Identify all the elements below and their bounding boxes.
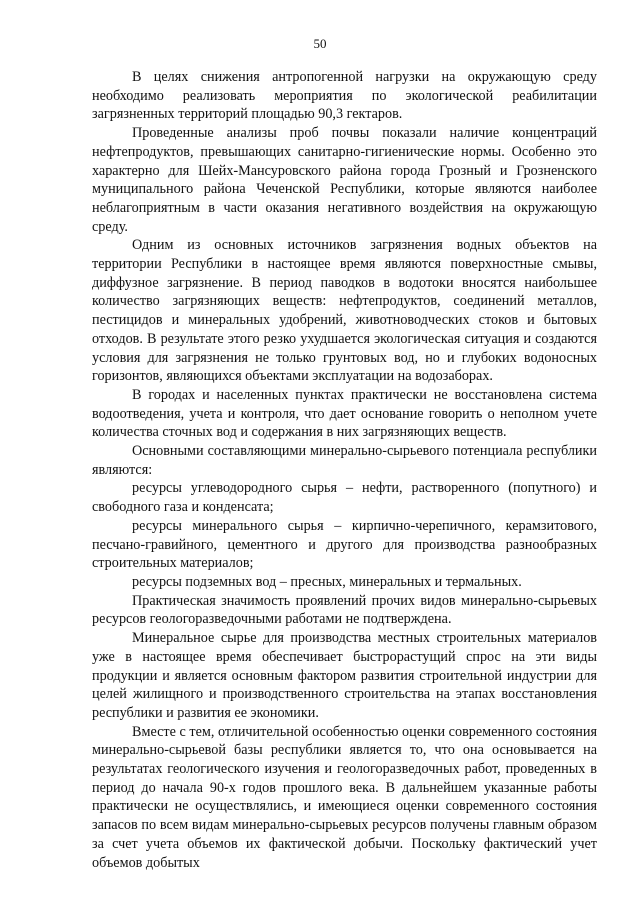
list-item: ресурсы подземных вод – пресных, минеральных и термальных.: [132, 573, 522, 590]
list-item: ресурсы минерального сырья – кирпично-черепичного, керамзитового, песчано-гравийного, цементного и другого для производства разнообразных строительных материалов;: [92, 517, 597, 572]
list-item: ресурсы углеводородного сырья – нефти, растворенного (попутного) и свободного газа и конденсата;: [92, 480, 597, 516]
paragraph: Основными составляющими минерально-сырьевого потенциала республики являются:: [92, 443, 597, 478]
paragraph: Вместе с тем, отличительной особенностью оценки современного состояния минерально-сырьевой базы республики является то, что она основывается на результатах геологического изучения и геологоразведочных работ, проведенных в период до начала 90-х годов прошлого века. В дальнейшем указанные работы практически не осуществлялись, и имеющиеся оценки современного состояния запасов по всем видам минерально-сырьевых ресурсов получены главным образом за счет учета объемов их фактической добычи. Поскольку фактический учет объемов добытых: [92, 723, 597, 871]
paragraph: Практическая значимость проявлений прочих видов минерально-сырьевых ресурсов геологоразведочными работами не подтверждена.: [92, 592, 597, 628]
paragraph: В городах и населенных пунктах практически не восстановлена система водоотведения, учета и контроля, что дает основание говорить о неполном учете количества сточных вод и содержания в них загрязняющих веществ.: [92, 386, 597, 441]
paragraph: В целях снижения антропогенной нагрузки на окружающую среду необходимо реализовать мероприятия по экологической реабилитации загрязненных территорий площадью 90,3 гектаров.: [92, 69, 597, 123]
page-number: 50: [313, 36, 327, 51]
paragraph: Одним из основных источников загрязнения водных объектов на территории Республики в настоящее время являются поверхностные смывы, диффузное загрязнение. В период паводков в водотоки вносятся наибольшее количество загрязняющих веществ: нефтепродуктов, соединений металлов, пестицидов и минеральных удобрений, животноводческих стоков и бытовых отходов. В результате этого резко ухудшается экологическая ситуация и создаются условия для загрязнения не только грунтовых вод, но и глубоких водоносных горизонтов, являющихся объектами эксплуатации на водозаборах.: [92, 237, 597, 385]
page-body: [92, 68, 597, 872]
paragraph: Минеральное сырье для производства местных строительных материалов уже в настоящее время обеспечивает быстрорастущий спрос на эти виды продукции и является основным фактором развития строительной индустрии для целей жилищного и производственного строительства на этапах восстановления республики и развития ее экономики.: [92, 630, 597, 721]
paragraph: Проведенные анализы проб почвы показали наличие концентраций нефтепродуктов, превышающих санитарно-гигиенические нормы. Особенно это характерно для Шейх-Мансуровского района города Грозный и Грозненского муниципального района Чеченской Республики, которые являются наиболее неблагоприятным в части оказания негативного воздействия на окружающую среду.: [92, 125, 597, 235]
